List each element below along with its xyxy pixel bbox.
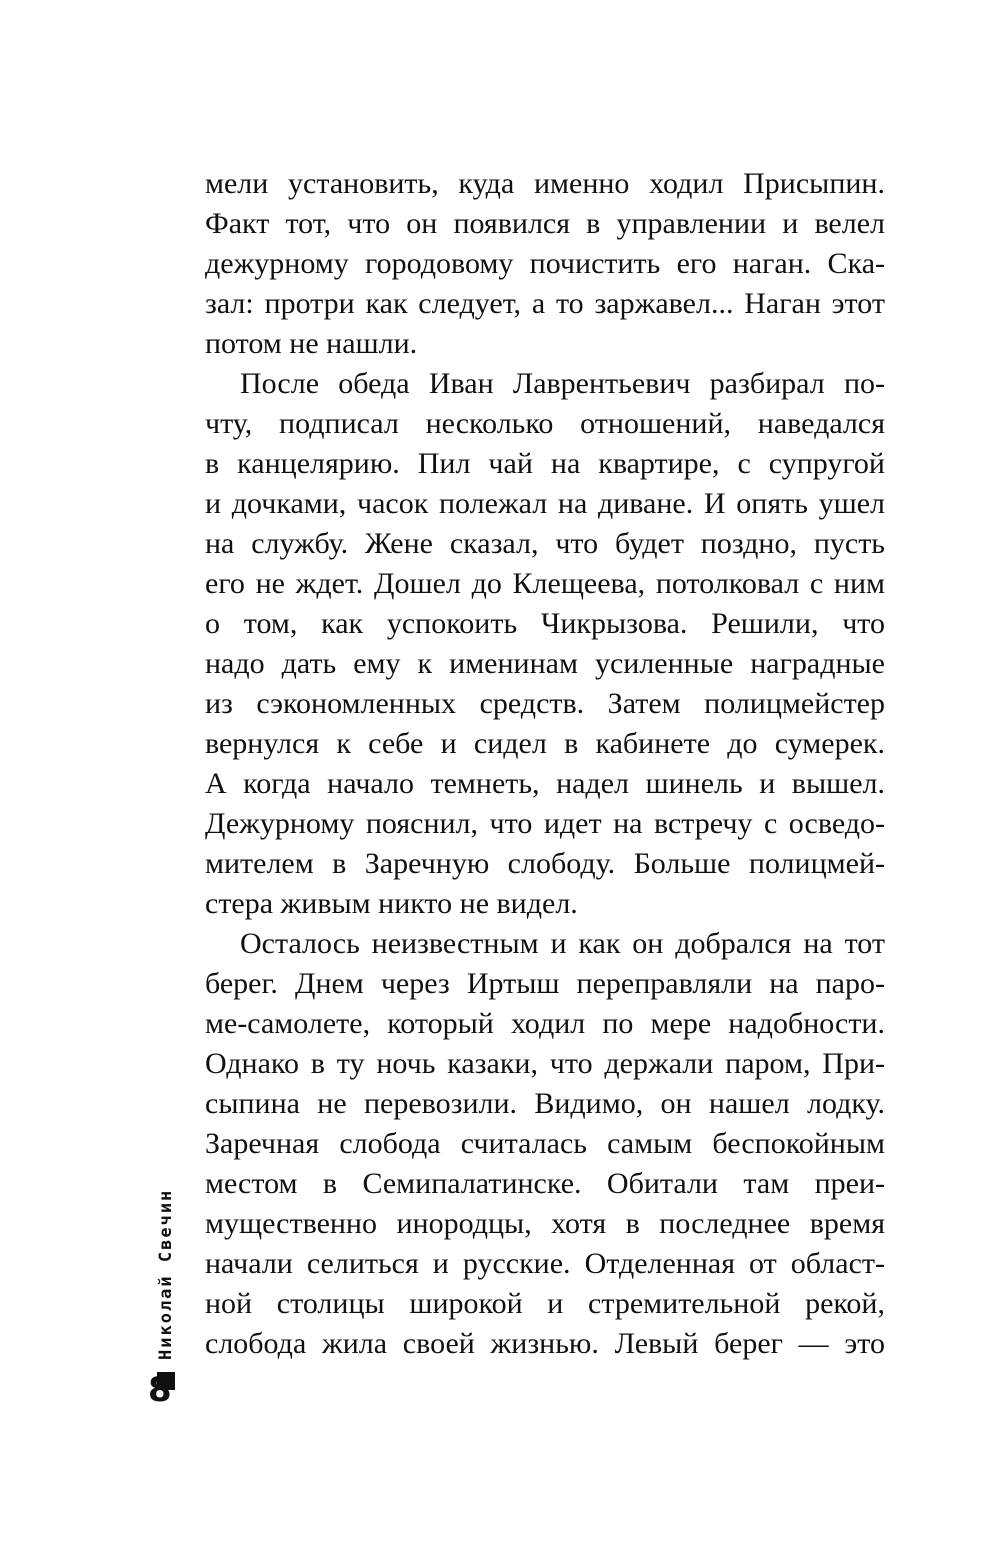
- text-line: на службу. Жене сказал, что будет поздно, пусть: [205, 527, 885, 560]
- text-line: Заречная слобода считалась самым беспокойным: [205, 1127, 885, 1160]
- text-line: слобода жила своей жизнью. Левый берег — это: [205, 1327, 885, 1360]
- text-line: чту, подписал несколько отношений, наведался: [205, 407, 885, 440]
- text-line: ной столицы широкой и стремительной рекой,: [205, 1287, 885, 1320]
- text-line: Факт тот, что он появился в управлении и велел: [205, 207, 885, 240]
- page-number: 8: [148, 1370, 172, 1410]
- text-line: стера живым никто не видел.: [205, 887, 578, 920]
- text-line: сыпина не перевозили. Видимо, он нашел лодку.: [205, 1087, 885, 1120]
- text-line: зал: протри как следует, а то заржавел... Наган этот: [205, 287, 885, 320]
- text-line: ме-самолете, который ходил по мере надобности.: [205, 1007, 885, 1040]
- text-line: Дежурному пояснил, что идет на встречу с осведо-: [205, 807, 885, 840]
- running-header-author: [146, 1155, 186, 1390]
- text-line: его не ждет. Дошел до Клещеева, потолковал с ним: [205, 567, 885, 600]
- paragraph-start-line: Осталось неизвестным и как он добрался на тот: [240, 927, 885, 960]
- text-line: потом не нашли.: [205, 327, 418, 360]
- text-line: мителем в Заречную слободу. Больше полицмей-: [205, 847, 885, 880]
- text-line: начали селиться и русские. Отделенная от област-: [205, 1247, 885, 1280]
- author-name: Николай Свечин: [156, 1188, 176, 1360]
- text-line: местом в Семипалатинске. Обитали там преи-: [205, 1167, 885, 1200]
- text-line: дежурному городовому почистить его наган. Ска-: [205, 247, 885, 280]
- text-line: из сэкономленных средств. Затем полицмейстер: [205, 687, 885, 720]
- text-line: берег. Днем через Иртыш переправляли на паро-: [205, 967, 885, 1000]
- text-line: вернулся к себе и сидел в кабинете до сумерек.: [205, 727, 885, 760]
- text-line: мели установить, куда именно ходил Присыпин.: [205, 167, 885, 200]
- text-line: и дочками, часок полежал на диване. И опять ушел: [205, 487, 885, 520]
- text-line: А когда начало темнеть, надел шинель и вышел.: [205, 767, 885, 800]
- text-line: Однако в ту ночь казаки, что держали паром, При-: [205, 1047, 885, 1080]
- paragraph-start-line: После обеда Иван Лаврентьевич разбирал по-: [240, 367, 885, 400]
- text-line: о том, как успокоить Чикрызова. Решили, что: [205, 607, 885, 640]
- text-line: надо дать ему к именинам усиленные наградные: [205, 647, 885, 680]
- text-line: мущественно инородцы, хотя в последнее время: [205, 1207, 885, 1240]
- text-line: в канцелярию. Пил чай на квартире, с супругой: [205, 447, 885, 480]
